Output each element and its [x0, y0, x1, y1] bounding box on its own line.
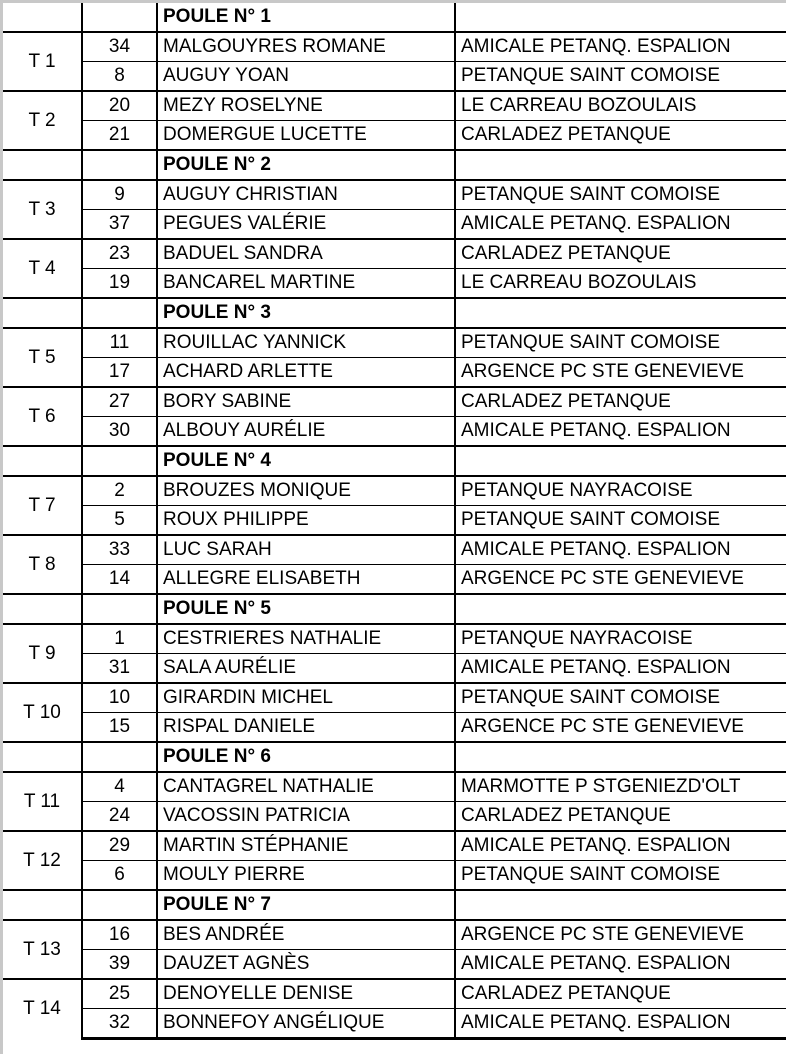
- player-club[interactable]: MARMOTTE P STGENIEZD'OLT: [455, 772, 786, 802]
- player-club[interactable]: AMICALE PETANQ. ESPALION: [455, 654, 786, 684]
- player-club[interactable]: AMICALE PETANQ. ESPALION: [455, 210, 786, 240]
- poule-title[interactable]: POULE N° 2: [157, 150, 455, 180]
- player-club[interactable]: ARGENCE PC STE GENEVIEVE: [455, 713, 786, 743]
- player-number[interactable]: 24: [82, 802, 157, 832]
- player-name[interactable]: DENOYELLE DENISE: [157, 979, 455, 1009]
- number-cell-empty[interactable]: [82, 594, 157, 624]
- club-cell-empty[interactable]: [455, 298, 786, 328]
- player-row: [3, 121, 786, 151]
- player-number[interactable]: 33: [82, 535, 157, 565]
- poules-table-body: [3, 3, 786, 1039]
- player-row: [3, 32, 786, 62]
- player-name[interactable]: DOMERGUE LUCETTE: [157, 121, 455, 151]
- player-name[interactable]: BROUZES MONIQUE: [157, 476, 455, 506]
- team-label[interactable]: T 3: [3, 180, 82, 239]
- player-row: [3, 950, 786, 980]
- player-club[interactable]: AMICALE PETANQ. ESPALION: [455, 32, 786, 62]
- number-cell-empty[interactable]: [82, 890, 157, 920]
- poule-header-row: [3, 3, 786, 32]
- player-club[interactable]: PETANQUE SAINT COMOISE: [455, 180, 786, 210]
- player-number[interactable]: 31: [82, 654, 157, 684]
- team-label[interactable]: T 7: [3, 476, 82, 535]
- player-number[interactable]: 8: [82, 62, 157, 92]
- player-row: [3, 476, 786, 506]
- player-name[interactable]: RISPAL DANIELE: [157, 713, 455, 743]
- team-label[interactable]: T 2: [3, 91, 82, 150]
- player-row: [3, 328, 786, 358]
- player-club[interactable]: AMICALE PETANQ. ESPALION: [455, 831, 786, 861]
- player-row: [3, 624, 786, 654]
- number-cell-empty[interactable]: [82, 3, 157, 32]
- team-cell-empty[interactable]: [3, 446, 82, 476]
- player-number[interactable]: 16: [82, 920, 157, 950]
- player-name[interactable]: BES ANDRÉE: [157, 920, 455, 950]
- team-label[interactable]: T 11: [3, 772, 82, 831]
- player-number[interactable]: 34: [82, 32, 157, 62]
- poule-title[interactable]: POULE N° 1: [157, 3, 455, 32]
- player-row: [3, 535, 786, 565]
- team-label[interactable]: T 12: [3, 831, 82, 890]
- player-name[interactable]: VACOSSIN PATRICIA: [157, 802, 455, 832]
- poule-title[interactable]: POULE N° 3: [157, 298, 455, 328]
- team-cell-empty[interactable]: [3, 150, 82, 180]
- player-club[interactable]: ARGENCE PC STE GENEVIEVE: [455, 358, 786, 388]
- player-club[interactable]: LE CARREAU BOZOULAIS: [455, 91, 786, 121]
- player-row: [3, 239, 786, 269]
- team-cell-empty[interactable]: [3, 890, 82, 920]
- team-label[interactable]: T 13: [3, 920, 82, 979]
- player-number[interactable]: 27: [82, 387, 157, 417]
- player-club[interactable]: PETANQUE SAINT COMOISE: [455, 328, 786, 358]
- player-name[interactable]: MARTIN STÉPHANIE: [157, 831, 455, 861]
- player-club[interactable]: PETANQUE NAYRACOISE: [455, 624, 786, 654]
- player-club[interactable]: PETANQUE SAINT COMOISE: [455, 861, 786, 891]
- player-row: [3, 831, 786, 861]
- poule-header-row: [3, 150, 786, 180]
- team-label[interactable]: T 6: [3, 387, 82, 446]
- player-number[interactable]: 32: [82, 1009, 157, 1039]
- player-number[interactable]: 4: [82, 772, 157, 802]
- club-cell-empty[interactable]: [455, 742, 786, 772]
- player-club[interactable]: CARLADEZ PETANQUE: [455, 802, 786, 832]
- poule-header-row: [3, 890, 786, 920]
- player-name[interactable]: CESTRIERES NATHALIE: [157, 624, 455, 654]
- team-label[interactable]: T 4: [3, 239, 82, 298]
- player-club[interactable]: PETANQUE NAYRACOISE: [455, 476, 786, 506]
- club-cell-empty[interactable]: [455, 594, 786, 624]
- player-row: [3, 861, 786, 891]
- player-number[interactable]: 20: [82, 91, 157, 121]
- player-row: [3, 62, 786, 92]
- player-name[interactable]: AUGUY YOAN: [157, 62, 455, 92]
- team-label[interactable]: T 1: [3, 32, 82, 91]
- player-row: [3, 772, 786, 802]
- player-name[interactable]: MOULY PIERRE: [157, 861, 455, 891]
- poule-title[interactable]: POULE N° 6: [157, 742, 455, 772]
- team-label[interactable]: T 8: [3, 535, 82, 594]
- team-cell-empty[interactable]: [3, 594, 82, 624]
- player-name[interactable]: BORY SABINE: [157, 387, 455, 417]
- player-number[interactable]: 10: [82, 683, 157, 713]
- number-cell-empty[interactable]: [82, 150, 157, 180]
- poule-title[interactable]: POULE N° 4: [157, 446, 455, 476]
- player-row: [3, 802, 786, 832]
- club-cell-empty[interactable]: [455, 150, 786, 180]
- player-name[interactable]: PEGUES VALÉRIE: [157, 210, 455, 240]
- player-number[interactable]: 30: [82, 417, 157, 447]
- team-label[interactable]: T 10: [3, 683, 82, 742]
- poule-header-row: [3, 742, 786, 772]
- team-label[interactable]: T 5: [3, 328, 82, 387]
- number-cell-empty[interactable]: [82, 298, 157, 328]
- player-row: [3, 269, 786, 299]
- poule-header-row: [3, 298, 786, 328]
- player-club[interactable]: CARLADEZ PETANQUE: [455, 387, 786, 417]
- player-number[interactable]: 25: [82, 979, 157, 1009]
- player-club[interactable]: PETANQUE SAINT COMOISE: [455, 62, 786, 92]
- player-name[interactable]: ROUX PHILIPPE: [157, 506, 455, 536]
- poule-header-row: [3, 594, 786, 624]
- player-name[interactable]: SALA AURÉLIE: [157, 654, 455, 684]
- number-cell-empty[interactable]: [82, 446, 157, 476]
- player-row: [3, 654, 786, 684]
- player-row: [3, 565, 786, 595]
- player-row: [3, 91, 786, 121]
- club-cell-empty[interactable]: [455, 446, 786, 476]
- player-club[interactable]: ARGENCE PC STE GENEVIEVE: [455, 920, 786, 950]
- team-cell-empty[interactable]: [3, 3, 82, 32]
- player-name[interactable]: LUC SARAH: [157, 535, 455, 565]
- player-row: [3, 979, 786, 1009]
- player-name[interactable]: GIRARDIN MICHEL: [157, 683, 455, 713]
- player-number[interactable]: 9: [82, 180, 157, 210]
- player-club[interactable]: AMICALE PETANQ. ESPALION: [455, 950, 786, 980]
- player-name[interactable]: ROUILLAC YANNICK: [157, 328, 455, 358]
- player-club[interactable]: CARLADEZ PETANQUE: [455, 121, 786, 151]
- player-number[interactable]: 39: [82, 950, 157, 980]
- player-row: [3, 1009, 786, 1039]
- player-number[interactable]: 17: [82, 358, 157, 388]
- player-club[interactable]: AMICALE PETANQ. ESPALION: [455, 1009, 786, 1039]
- player-number[interactable]: 21: [82, 121, 157, 151]
- club-cell-empty[interactable]: [455, 3, 786, 32]
- player-row: [3, 920, 786, 950]
- team-label[interactable]: T 14: [3, 979, 82, 1039]
- player-row: [3, 387, 786, 417]
- club-cell-empty[interactable]: [455, 890, 786, 920]
- player-name[interactable]: BANCAREL MARTINE: [157, 269, 455, 299]
- player-number[interactable]: 23: [82, 239, 157, 269]
- team-cell-empty[interactable]: [3, 298, 82, 328]
- player-number[interactable]: 5: [82, 506, 157, 536]
- poule-header-row: [3, 446, 786, 476]
- player-club[interactable]: ARGENCE PC STE GENEVIEVE: [455, 565, 786, 595]
- player-club[interactable]: AMICALE PETANQ. ESPALION: [455, 535, 786, 565]
- player-name[interactable]: ACHARD ARLETTE: [157, 358, 455, 388]
- poule-title[interactable]: POULE N° 5: [157, 594, 455, 624]
- player-name[interactable]: AUGUY CHRISTIAN: [157, 180, 455, 210]
- player-name[interactable]: DAUZET AGNÈS: [157, 950, 455, 980]
- player-name[interactable]: MEZY ROSELYNE: [157, 91, 455, 121]
- player-number[interactable]: 29: [82, 831, 157, 861]
- player-name[interactable]: ALLEGRE ELISABETH: [157, 565, 455, 595]
- player-name[interactable]: ALBOUY AURÉLIE: [157, 417, 455, 447]
- player-number[interactable]: 11: [82, 328, 157, 358]
- player-club[interactable]: AMICALE PETANQ. ESPALION: [455, 417, 786, 447]
- player-number[interactable]: 19: [82, 269, 157, 299]
- player-number[interactable]: 2: [82, 476, 157, 506]
- player-name[interactable]: MALGOUYRES ROMANE: [157, 32, 455, 62]
- player-row: [3, 417, 786, 447]
- player-name[interactable]: BONNEFOY ANGÉLIQUE: [157, 1009, 455, 1039]
- player-row: [3, 683, 786, 713]
- player-club[interactable]: CARLADEZ PETANQUE: [455, 979, 786, 1009]
- player-name[interactable]: BADUEL SANDRA: [157, 239, 455, 269]
- player-club[interactable]: PETANQUE SAINT COMOISE: [455, 506, 786, 536]
- player-row: [3, 713, 786, 743]
- player-club[interactable]: LE CARREAU BOZOULAIS: [455, 269, 786, 299]
- player-name[interactable]: CANTAGREL NATHALIE: [157, 772, 455, 802]
- player-row: [3, 210, 786, 240]
- poules-table: [3, 3, 786, 1040]
- team-label[interactable]: T 9: [3, 624, 82, 683]
- team-cell-empty[interactable]: [3, 742, 82, 772]
- player-number[interactable]: 14: [82, 565, 157, 595]
- player-row: [3, 358, 786, 388]
- player-number[interactable]: 1: [82, 624, 157, 654]
- player-row: [3, 180, 786, 210]
- player-number[interactable]: 15: [82, 713, 157, 743]
- poule-title[interactable]: POULE N° 7: [157, 890, 455, 920]
- player-row: [3, 506, 786, 536]
- player-club[interactable]: PETANQUE SAINT COMOISE: [455, 683, 786, 713]
- player-number[interactable]: 37: [82, 210, 157, 240]
- number-cell-empty[interactable]: [82, 742, 157, 772]
- player-number[interactable]: 6: [82, 861, 157, 891]
- player-club[interactable]: CARLADEZ PETANQUE: [455, 239, 786, 269]
